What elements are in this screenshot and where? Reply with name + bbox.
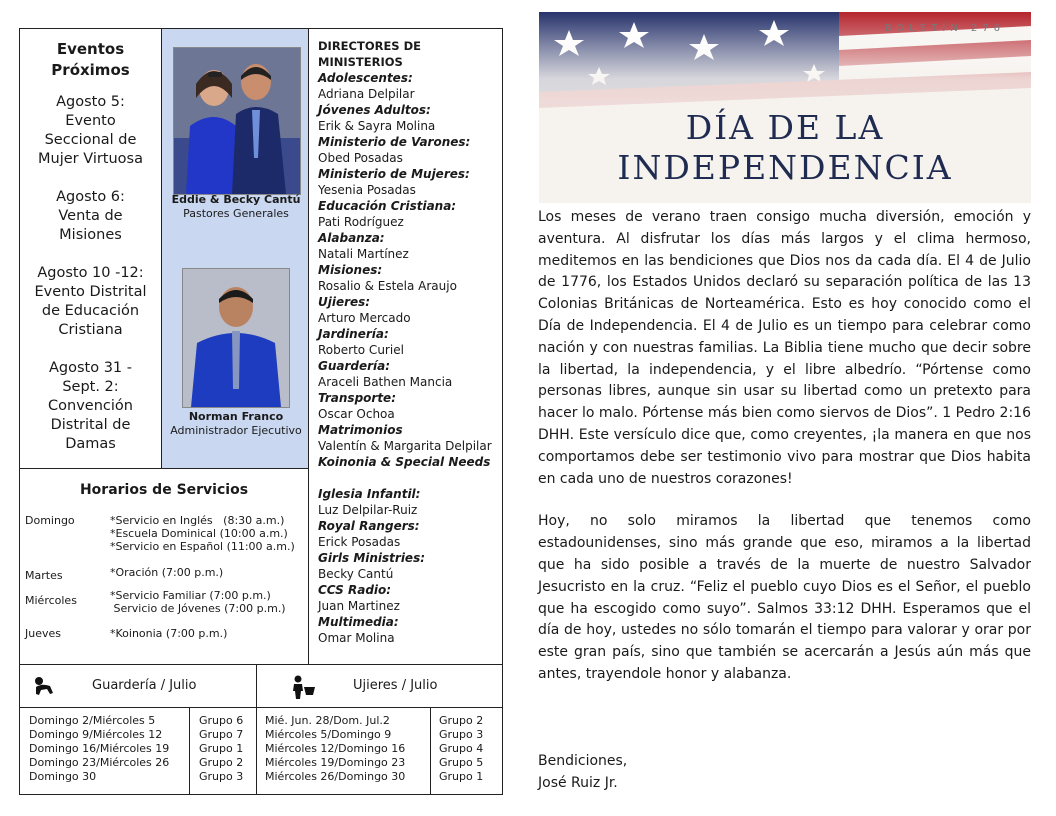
ushers-dates: Mié. Jun. 28/Dom. Jul.2 Miércoles 5/Domingo 9 Miércoles 12/Domingo 16 Miércoles 19/Domingo 23 Miércoles 26/Domingo 30 [265,714,406,783]
director-name: Becky Cantú [318,567,394,581]
ministry-role: Matrimonios [318,423,403,437]
ministry-role: Guardería: [318,359,391,373]
article-paragraph: Los meses de verano traen consigo mucha diversión, emoción y aventura. Al disfrutar los días más largos y el clima hermoso, meditemos en las bendiciones que Dios nos da cada día. El 4 de Julio de 1776, los Estados Unidos declaró su separación política de las 13 Colonias Británicas de Norteamérica. Esto es hoy conocido como el Día de Independencia. El 4 de Julio es un tiempo para celebrar como nación y con nuestras familias. La Biblia tiene mucho que decir sobre la libertad, la independencia, y el libre albedrío. “Pórtense como personas libres, aunque sin usar su libertad como un pretexto para hacer lo malo. Pórtense más bien como siervos de Dios”. 1 Pedro 2:16 DHH. Este versículo dice que, como creyentes, ¡la manera en que nos comportamos debe ser testimonio vivo para mostrar que Dios habita en cada uno de nuestros corazones! [538,209,1031,487]
ministry-role: Ujieres: [318,295,371,309]
nursery-header [19,664,257,708]
director-entry [318,230,502,262]
director-entry [318,70,502,102]
director-entry [318,454,502,470]
director-entry [318,198,502,230]
director-name: Rosalio & Estela Araujo [318,279,457,293]
independence-banner [539,12,1031,203]
director-name: Omar Molina [318,631,395,645]
director-entry [318,262,502,294]
director-entry [318,326,502,358]
ministry-role: Jardinería: [318,327,389,341]
couple-portrait-icon [174,48,300,194]
schedule-detail: *Servicio Familiar (7:00 p.m.) Servicio de Jóvenes (7:00 p.m.) [110,589,286,615]
schedule-detail: *Koinonia (7:00 p.m.) [110,627,228,640]
director-entry [318,550,502,582]
ushers-roster [256,707,503,795]
ministry-role: Iglesia Infantil: [318,487,421,501]
nursery-title: Guardería / Julio [92,678,197,693]
ushers-groups: Grupo 2 Grupo 3 Grupo 4 Grupo 5 Grupo 1 [439,714,484,783]
ushers-header [256,664,503,708]
usher-icon [291,675,317,703]
schedule-day: Domingo [25,514,75,527]
schedule-day: Miércoles [25,594,77,607]
director-entry [318,166,502,198]
director-entry [318,582,502,614]
ministry-role: Alabanza: [318,231,385,245]
director-name: Valentín & Margarita Delpilar [318,439,492,453]
director-entry [318,390,502,422]
director-name: Erick Posadas [318,535,401,549]
ministry-role: Girls Ministries: [318,551,426,565]
nursery-roster [19,707,257,795]
ministry-role: Adolescentes: [318,71,413,85]
pastors-caption [162,193,310,221]
director-name: Juan Martinez [318,599,400,613]
events-title: Eventos Próximos [51,40,130,79]
bulletin-number: BOLETÍN 276 [884,23,1005,34]
signature: José Ruiz Jr. [538,775,618,791]
schedule-title: Horarios de Servicios [79,482,249,498]
director-name: Adriana Delpilar [318,87,415,101]
ministry-role: Misiones: [318,263,383,277]
article-body [538,207,1031,707]
upcoming-events [19,28,162,469]
schedule-detail: *Servicio en Inglés (8:30 a.m.) *Escuela Dominical (10:00 a.m.) *Servicio en Español (11:00 a.m.) [110,514,295,553]
closing: Bendiciones, [538,753,628,769]
schedule-day: Jueves [25,627,61,640]
nursery-dates: Domingo 2/Miércoles 5 Domingo 9/Miércoles 12 Domingo 16/Miércoles 19 Domingo 23/Miércoles 26 Domingo 30 [29,714,170,783]
directors-heading: DIRECTORES DE MINISTERIOS [318,39,421,69]
director-name: Pati Rodríguez [318,215,404,229]
director-entry [318,358,502,390]
ministry-role: Transporte: [318,391,396,405]
director-entry [318,102,502,134]
director-name: Natali Martínez [318,247,409,261]
ministry-role: Multimedia: [318,615,399,629]
ministry-role: Royal Rangers: [318,519,420,533]
director-entry [318,518,502,550]
ministry-role: CCS Radio: [318,583,392,597]
administrator-name: Norman Franco [188,410,284,423]
baby-crawling-icon [32,675,56,701]
ministry-role: Ministerio de Varones: [318,135,471,149]
article-paragraph: Hoy, no solo miramos la libertad que tenemos como estadounidenses, sino más grande que eso, miramos a la libertad que ha sido posible a través de la muerte de nuestro Salvador Jesucristo en la cruz. “Feliz el pueblo cuyo Dios es el Señor, el pueblo que ha escogido como suyo”. Salmos 33:12 DHH. Esperamos que el día de hoy, ustedes no sólo tomarán el tiempo para valorar y orar por este gran país, sino que también se acercarán a Jesús aún más que antes, trayendole honor y alabanza. [538,513,1031,682]
director-name: Obed Posadas [318,151,403,165]
schedule-detail: *Oración (7:00 p.m.) [110,566,224,579]
ushers-title: Ujieres / Julio [353,678,438,693]
director-entry [318,422,502,454]
event-item: Agosto 31 - Sept. 2: Convención Distrital de Damas [48,360,133,452]
ministry-role: Koinonia & Special Needs [318,455,491,469]
headline: DÍA DE LA INDEPENDENCIA [617,108,953,187]
administrator-portrait-icon [183,269,289,407]
event-item: Agosto 10 -12: Evento Distrital de Educación Cristiana [34,265,147,338]
pastors-role: Pastores Generales [183,207,289,220]
article-signoff [538,750,627,794]
director-name: Oscar Ochoa [318,407,395,421]
director-name: Luz Delpilar-Ruiz [318,503,418,517]
schedule-day: Martes [25,569,63,582]
administrator-role: Administrador Ejecutivo [170,424,302,437]
event-item: Agosto 6: Venta de Misiones [56,189,125,243]
pastors-panel [161,28,309,469]
pastors-couple-photo [173,47,301,195]
director-name: Yesenia Posadas [318,183,416,197]
ministry-role: Jóvenes Adultos: [318,103,431,117]
director-name: Roberto Curiel [318,343,404,357]
ministry-role: Educación Cristiana: [318,199,457,213]
administrator-photo [182,268,290,408]
director-name: Erik & Sayra Molina [318,119,436,133]
pastors-name: Eddie & Becky Cantú [171,193,301,206]
director-name: Araceli Bathen Mancia [318,375,453,389]
director-entry [318,486,502,518]
ministry-directors [308,28,503,665]
nursery-groups: Grupo 6 Grupo 7 Grupo 1 Grupo 2 Grupo 3 [199,714,244,783]
director-entry [318,134,502,166]
bulletin-left-panel [19,28,503,795]
director-entry [318,294,502,326]
administrator-caption [162,410,310,438]
ministry-role: Ministerio de Mujeres: [318,167,470,181]
service-schedule [19,468,309,665]
director-name: Arturo Mercado [318,311,411,325]
director-entry [318,614,502,646]
event-item: Agosto 5: Evento Seccional de Mujer Virtuosa [38,94,143,167]
